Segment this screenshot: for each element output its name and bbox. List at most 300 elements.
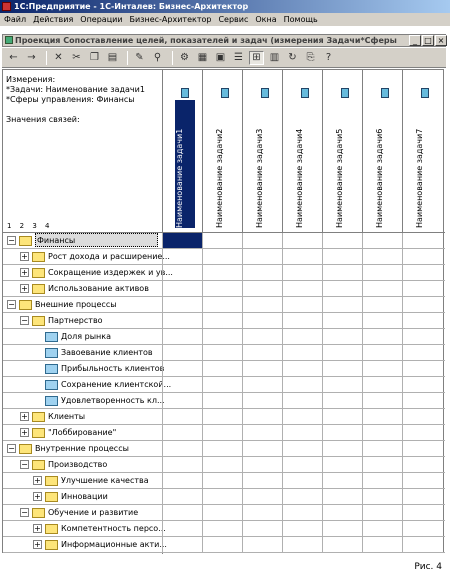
expand-icon[interactable]: + <box>34 476 41 485</box>
tree-row[interactable] <box>3 249 445 265</box>
task-icon <box>421 88 429 98</box>
tree-row[interactable] <box>3 489 445 505</box>
minimize-button[interactable]: _ <box>409 35 421 46</box>
expand-icon[interactable]: + <box>34 492 41 501</box>
grid-cell[interactable] <box>162 345 202 360</box>
grid-cell[interactable] <box>282 537 322 552</box>
grid-cell[interactable] <box>362 233 402 248</box>
grid-cell[interactable] <box>282 329 322 344</box>
folder-icon <box>19 300 32 310</box>
tree-row-label: Завоевание клиентов <box>61 348 153 357</box>
grid-cell[interactable] <box>242 537 282 552</box>
dimensions-label: Измерения: <box>6 75 56 84</box>
tree-row[interactable] <box>3 473 445 489</box>
grid-cell[interactable] <box>362 249 402 264</box>
row-cells <box>162 505 445 520</box>
grid-cell[interactable] <box>202 473 242 488</box>
tree-row-label: Производство <box>48 460 108 469</box>
window-title-bar <box>2 34 446 47</box>
app-icon <box>2 2 11 11</box>
forward-icon[interactable]: → <box>27 52 36 63</box>
column-label: Наименование задачи6 <box>375 128 384 228</box>
grid-cell[interactable] <box>322 265 362 280</box>
grid-cell[interactable] <box>282 457 322 472</box>
grid-cell[interactable] <box>362 265 402 280</box>
grid-cell[interactable] <box>402 393 442 408</box>
grid-cell[interactable] <box>322 313 362 328</box>
folder-icon <box>45 524 58 534</box>
row-cells <box>162 473 445 488</box>
collapse-icon[interactable]: − <box>21 316 28 325</box>
grid-cell[interactable] <box>322 521 362 536</box>
grid-cell[interactable] <box>322 537 362 552</box>
copy-icon[interactable]: ❐ <box>90 52 99 63</box>
grid-cell[interactable] <box>362 409 402 424</box>
menu-bar <box>0 13 450 27</box>
grid-cell[interactable] <box>282 345 322 360</box>
grid-cell[interactable] <box>162 329 202 344</box>
row-cells <box>162 249 445 264</box>
folder-icon <box>32 252 45 262</box>
grid-cell[interactable] <box>162 473 202 488</box>
tree-row-label: Внутренние процессы <box>35 444 129 453</box>
grid-cell[interactable] <box>322 393 362 408</box>
row-cells <box>162 281 445 296</box>
grid-cell[interactable] <box>202 457 242 472</box>
grid-cell[interactable] <box>402 281 442 296</box>
grid-cell[interactable] <box>242 297 282 312</box>
grid-cell[interactable] <box>202 409 242 424</box>
grid-cell[interactable] <box>282 377 322 392</box>
column-header[interactable] <box>162 70 202 232</box>
folder-icon <box>32 508 45 518</box>
grid-cell[interactable] <box>362 361 402 376</box>
grid-cell[interactable] <box>322 297 362 312</box>
grid-cell[interactable] <box>402 457 442 472</box>
grid-cell[interactable] <box>322 345 362 360</box>
grid-cell[interactable] <box>162 313 202 328</box>
collapse-icon[interactable]: − <box>21 508 28 517</box>
folder-icon <box>32 412 45 422</box>
menu-windows[interactable]: Окна <box>255 15 277 24</box>
close-button[interactable]: × <box>435 35 447 46</box>
column-label: Наименование задачи2 <box>215 128 224 228</box>
projection-grid[interactable] <box>2 69 444 553</box>
row-cells <box>162 265 445 280</box>
row-cells <box>162 329 445 344</box>
links-label: Значения связей: <box>6 115 80 124</box>
tree-row-label: Внешние процессы <box>35 300 117 309</box>
tree-row-label: Рост дохода и расширение... <box>48 252 170 261</box>
grid-cell[interactable] <box>402 233 442 248</box>
folder-icon <box>32 268 45 278</box>
row-cells <box>162 233 445 248</box>
grid-cell[interactable] <box>362 441 402 456</box>
tree-row[interactable] <box>3 361 445 377</box>
folder-icon <box>45 476 58 486</box>
grid-cell[interactable] <box>362 505 402 520</box>
row-cells <box>162 345 445 360</box>
grid-cell[interactable] <box>242 313 282 328</box>
toolbar <box>2 48 446 68</box>
grid-cell[interactable] <box>322 441 362 456</box>
expand-icon[interactable]: + <box>21 268 28 277</box>
grid-cell[interactable] <box>402 249 442 264</box>
window-controls <box>408 35 447 46</box>
grid-cell[interactable] <box>202 441 242 456</box>
column-label: Наименование задачи1 <box>175 100 195 228</box>
grid-cell[interactable] <box>202 265 242 280</box>
grid-cell[interactable] <box>402 377 442 392</box>
grid-cell[interactable] <box>162 377 202 392</box>
tree-row-label: Использование активов <box>48 284 149 293</box>
tree-row[interactable] <box>3 233 445 249</box>
grid-cell[interactable] <box>242 249 282 264</box>
edit-icon[interactable]: ✎ <box>135 52 144 63</box>
grid-cell[interactable] <box>362 345 402 360</box>
column-label: Наименование задачи4 <box>295 128 304 228</box>
grid-cell[interactable] <box>362 297 402 312</box>
grid-cell[interactable] <box>402 361 442 376</box>
grid-cell[interactable] <box>202 361 242 376</box>
column-label: Наименование задачи7 <box>415 128 424 228</box>
task-icon <box>181 88 189 98</box>
report-icon[interactable]: ▣ <box>215 52 226 63</box>
tree-row-label: Сохранение клиентской... <box>61 380 172 389</box>
tree-row-label: Инновации <box>61 492 108 501</box>
column-header[interactable] <box>242 70 282 232</box>
grid-cell[interactable] <box>242 281 282 296</box>
grid-cell[interactable] <box>282 233 322 248</box>
back-icon[interactable]: ← <box>9 52 18 63</box>
grid-cell[interactable] <box>242 521 282 536</box>
grid-cell[interactable] <box>402 521 442 536</box>
row-cells <box>162 425 445 440</box>
grid-cell[interactable] <box>402 505 442 520</box>
grid-cell[interactable] <box>282 425 322 440</box>
find-icon[interactable]: ⚲ <box>153 52 162 63</box>
tree-row[interactable] <box>3 329 445 345</box>
grid-cell[interactable] <box>282 473 322 488</box>
grid-cell[interactable] <box>242 489 282 504</box>
grid-cell[interactable] <box>362 489 402 504</box>
folder-icon <box>19 236 32 246</box>
grid-cell[interactable] <box>282 521 322 536</box>
collapse-icon[interactable]: − <box>8 236 15 245</box>
grid-cell[interactable] <box>402 425 442 440</box>
toolbar-separator <box>46 51 47 65</box>
grid-cell[interactable] <box>202 521 242 536</box>
row-cells <box>162 313 445 328</box>
grid-cell[interactable] <box>282 505 322 520</box>
export-icon[interactable]: ⎘ <box>306 52 315 63</box>
column-header[interactable] <box>322 70 362 232</box>
refresh-icon[interactable]: ↻ <box>288 52 297 63</box>
grid-cell[interactable] <box>402 409 442 424</box>
delete-icon[interactable]: ✕ <box>54 52 63 63</box>
grid-cell[interactable] <box>162 505 202 520</box>
grid-cell[interactable] <box>402 345 442 360</box>
grid-cell[interactable] <box>402 441 442 456</box>
tree-row-label: Доля рынка <box>61 332 111 341</box>
grid-cell[interactable] <box>202 233 242 248</box>
tree-row[interactable] <box>3 425 445 441</box>
grid-cell[interactable] <box>242 265 282 280</box>
column-header[interactable] <box>402 70 442 232</box>
grid-cell[interactable] <box>362 537 402 552</box>
expand-icon[interactable]: + <box>34 540 41 549</box>
settings-icon[interactable]: ⚙ <box>180 52 189 63</box>
grid-cell[interactable] <box>322 489 362 504</box>
grid-cell[interactable] <box>282 313 322 328</box>
grid-cell[interactable] <box>322 425 362 440</box>
folder-icon <box>19 444 32 454</box>
grid-cell[interactable] <box>322 409 362 424</box>
chart-icon[interactable]: ▦ <box>197 52 208 63</box>
grid-cell[interactable] <box>322 457 362 472</box>
tree-row[interactable] <box>3 345 445 361</box>
grid-cell[interactable] <box>242 409 282 424</box>
menu-business-architect[interactable]: Бизнес-Архитектор <box>129 15 212 24</box>
grid-cell[interactable] <box>282 409 322 424</box>
grid-cell[interactable] <box>242 345 282 360</box>
collapse-icon[interactable]: − <box>21 460 28 469</box>
item-icon <box>45 332 58 342</box>
grid-cell[interactable] <box>242 473 282 488</box>
tree-row[interactable] <box>3 265 445 281</box>
grid-cell[interactable] <box>202 393 242 408</box>
grid-cell[interactable] <box>362 281 402 296</box>
grid-cell[interactable] <box>282 297 322 312</box>
grid-cell[interactable] <box>162 457 202 472</box>
grid-cell[interactable] <box>202 377 242 392</box>
cut-icon[interactable]: ✂ <box>72 52 81 63</box>
row-cells <box>162 297 445 312</box>
level-selector[interactable]: 1 2 3 4 <box>7 222 53 230</box>
row-cells <box>162 377 445 392</box>
app-title: 1С:Предприятие - 1С-Инталев: Бизнес-Архитектор <box>14 2 249 11</box>
grid-cell[interactable] <box>322 249 362 264</box>
task-icon <box>301 88 309 98</box>
grid-cell[interactable] <box>322 233 362 248</box>
tree-row-label: Партнерство <box>48 316 103 325</box>
table-view-icon[interactable]: ▥ <box>269 52 280 63</box>
grid-cell[interactable] <box>242 361 282 376</box>
list-icon[interactable]: ☰ <box>234 52 243 63</box>
grid-cell[interactable] <box>242 425 282 440</box>
grid-cell[interactable] <box>362 377 402 392</box>
grid-cell[interactable] <box>322 329 362 344</box>
grid-cell[interactable] <box>202 537 242 552</box>
tree-row-label: Финансы <box>35 233 158 247</box>
grid-cell[interactable] <box>402 329 442 344</box>
row-cells <box>162 361 445 376</box>
column-header[interactable] <box>362 70 402 232</box>
grid-cell[interactable] <box>202 249 242 264</box>
expand-icon[interactable]: + <box>21 412 28 421</box>
grid-cell[interactable] <box>282 361 322 376</box>
tree-row-label: Информационные акти... <box>61 540 167 549</box>
row-cells <box>162 489 445 504</box>
grid-cell[interactable] <box>162 441 202 456</box>
grid-cell[interactable] <box>282 441 322 456</box>
folder-icon <box>45 540 58 550</box>
folder-icon <box>45 492 58 502</box>
folder-icon <box>32 460 45 470</box>
tree-row-label: Улучшение качества <box>61 476 149 485</box>
tree-row[interactable] <box>3 409 445 425</box>
tree-row[interactable] <box>3 393 445 409</box>
tree-row-label: Удовлетворенность кл... <box>61 396 165 405</box>
grid-cell[interactable] <box>402 297 442 312</box>
item-icon <box>45 396 58 406</box>
tree-row[interactable] <box>3 377 445 393</box>
tree-row-label: Сокращение издержек и ув... <box>48 268 173 277</box>
menu-actions[interactable]: Действия <box>33 15 74 24</box>
tree-row[interactable] <box>3 457 445 473</box>
grid-cell[interactable] <box>282 265 322 280</box>
folder-icon <box>32 428 45 438</box>
grid-cell[interactable] <box>162 297 202 312</box>
grid-cell[interactable] <box>282 393 322 408</box>
folder-icon <box>32 284 45 294</box>
grid-cell[interactable] <box>202 345 242 360</box>
task-icon <box>221 88 229 98</box>
grid-cell[interactable] <box>402 537 442 552</box>
tree-row[interactable] <box>3 441 445 457</box>
row-cells <box>162 457 445 472</box>
grid-cell[interactable] <box>162 537 202 552</box>
tree-row-label: Клиенты <box>48 412 86 421</box>
grid-cell[interactable] <box>162 233 202 248</box>
grid-cell[interactable] <box>362 313 402 328</box>
tree-row-label: Компетентность персо... <box>61 524 166 533</box>
tree-row-label: Прибыльность клиентов <box>61 364 165 373</box>
column-header[interactable] <box>202 70 242 232</box>
help-icon[interactable]: ? <box>325 52 332 63</box>
tree-row[interactable] <box>3 505 445 521</box>
grid-cell[interactable] <box>362 393 402 408</box>
menu-help[interactable]: Помощь <box>283 15 318 24</box>
grid-cell[interactable] <box>242 505 282 520</box>
grid-cell[interactable] <box>282 489 322 504</box>
grid-cell[interactable] <box>362 473 402 488</box>
grid-cell[interactable] <box>162 393 202 408</box>
grid-cell[interactable] <box>322 361 362 376</box>
paste-icon[interactable]: ▤ <box>107 52 118 63</box>
grid-cell[interactable] <box>402 265 442 280</box>
dimension-spheres: *Сферы управления: Финансы <box>6 95 135 104</box>
task-icon <box>381 88 389 98</box>
grid-cell[interactable] <box>242 457 282 472</box>
figure-caption: Рис. 4 <box>414 562 442 572</box>
grid-cell[interactable] <box>202 297 242 312</box>
tree-row-label: "Лоббирование" <box>48 428 117 437</box>
grid-cell[interactable] <box>242 393 282 408</box>
grid-cell[interactable] <box>322 473 362 488</box>
grid-cell[interactable] <box>162 249 202 264</box>
grid-cell[interactable] <box>242 329 282 344</box>
grid-cell[interactable] <box>242 233 282 248</box>
tree-row-label: Обучение и развитие <box>48 508 139 517</box>
grid-cell[interactable] <box>162 281 202 296</box>
grid-cell[interactable] <box>202 313 242 328</box>
expand-icon[interactable]: + <box>34 524 41 533</box>
grid-cell[interactable] <box>202 489 242 504</box>
grid-cell[interactable] <box>242 441 282 456</box>
grid-cell[interactable] <box>322 505 362 520</box>
toolbar-separator <box>172 51 173 65</box>
collapse-icon[interactable]: − <box>8 300 15 309</box>
app-title-bar <box>0 0 450 13</box>
row-cells <box>162 409 445 424</box>
grid-cell[interactable] <box>162 521 202 536</box>
menu-service[interactable]: Сервис <box>218 15 249 24</box>
item-icon <box>45 380 58 390</box>
grid-cell[interactable] <box>242 377 282 392</box>
tree-row[interactable] <box>3 521 445 537</box>
maximize-button[interactable]: □ <box>422 35 434 46</box>
tree-row[interactable] <box>3 297 445 313</box>
grid-cell[interactable] <box>162 409 202 424</box>
grid-cell[interactable] <box>322 281 362 296</box>
grid-cell[interactable] <box>162 361 202 376</box>
folder-icon <box>32 316 45 326</box>
grid-cell[interactable] <box>202 425 242 440</box>
window-title: Проекция Сопоставление целей, показателей и задач (измерения Задачи*Сферы <box>15 36 397 45</box>
grid-cell[interactable] <box>402 313 442 328</box>
grid-cell[interactable] <box>322 377 362 392</box>
grid-cell[interactable] <box>362 425 402 440</box>
menu-file[interactable]: Файл <box>4 15 27 24</box>
grid-cell[interactable] <box>282 281 322 296</box>
row-cells <box>162 537 445 552</box>
grid-cell[interactable] <box>402 489 442 504</box>
row-cells <box>162 521 445 536</box>
grid-cell[interactable] <box>162 425 202 440</box>
column-label: Наименование задачи5 <box>335 128 344 228</box>
tree-view-icon[interactable]: ⊞ <box>249 51 264 65</box>
expand-icon[interactable]: + <box>21 252 28 261</box>
grid-cell[interactable] <box>202 329 242 344</box>
grid-cell[interactable] <box>162 489 202 504</box>
grid-cell[interactable] <box>362 521 402 536</box>
column-header[interactable] <box>282 70 322 232</box>
grid-cell[interactable] <box>162 265 202 280</box>
expand-icon[interactable]: + <box>21 428 28 437</box>
grid-cell[interactable] <box>362 329 402 344</box>
column-label: Наименование задачи3 <box>255 128 264 228</box>
grid-cell[interactable] <box>362 457 402 472</box>
grid-cell[interactable] <box>202 281 242 296</box>
menu-operations[interactable]: Операции <box>80 15 123 24</box>
tree-row[interactable] <box>3 313 445 329</box>
row-cells <box>162 441 445 456</box>
grid-cell[interactable] <box>282 249 322 264</box>
tree-row[interactable] <box>3 537 445 553</box>
collapse-icon[interactable]: − <box>8 444 15 453</box>
row-cells <box>162 393 445 408</box>
task-icon <box>341 88 349 98</box>
toolbar-separator <box>127 51 128 65</box>
grid-cell[interactable] <box>202 505 242 520</box>
dimensions-info <box>6 75 161 125</box>
item-icon <box>45 364 58 374</box>
expand-icon[interactable]: + <box>21 284 28 293</box>
window-icon <box>5 36 13 44</box>
tree-row[interactable] <box>3 281 445 297</box>
grid-cell[interactable] <box>402 473 442 488</box>
